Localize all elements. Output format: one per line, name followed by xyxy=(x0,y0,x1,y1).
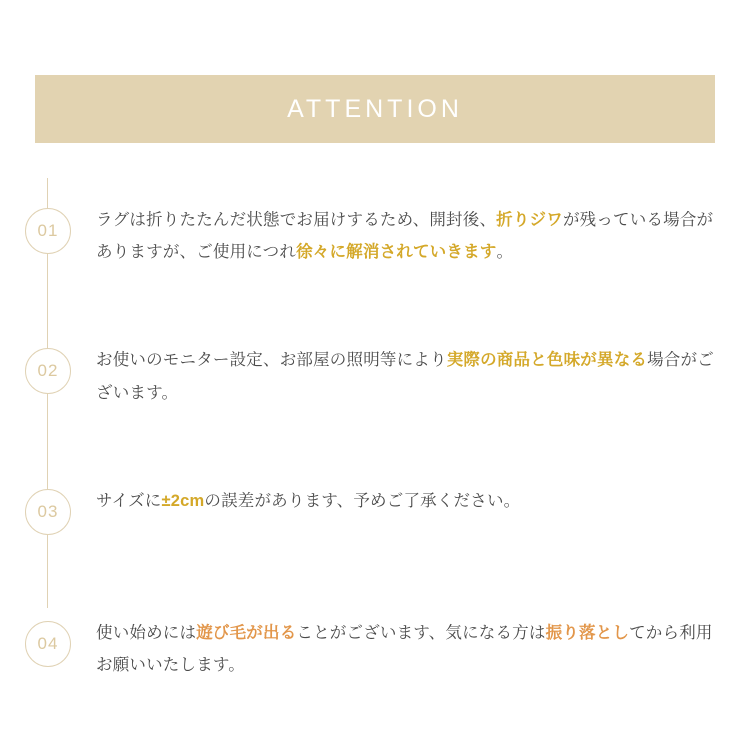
item-text xyxy=(96,330,750,408)
list-item xyxy=(0,190,750,268)
text-segment: ラグは折りたたんだ状態でお届けするため、開封後、 xyxy=(96,211,497,229)
item-number-marker xyxy=(0,471,96,535)
highlight-segment: 実際の商品と色味が異なる xyxy=(446,351,648,370)
text-segment: てから利用お願いいたします。 xyxy=(96,623,713,674)
highlight-segment: 徐々に解消されていきます xyxy=(296,243,497,262)
attention-header-banner xyxy=(35,75,715,143)
highlight-segment: ±2cm xyxy=(161,491,205,510)
item-text xyxy=(96,190,750,268)
text-segment: 使い始めには xyxy=(96,623,197,642)
list-item xyxy=(0,471,750,541)
page-title: ATTENTION xyxy=(287,94,463,123)
highlight-segment: 折りジワ xyxy=(496,211,563,229)
text-segment: お使いのモニター設定、お部屋の照明等により xyxy=(96,351,447,370)
text-segment: 。 xyxy=(496,243,514,262)
text-segment: サイズに xyxy=(96,491,162,510)
item-number-badge: 01 xyxy=(25,208,71,254)
highlight-segment: 遊び毛が出る xyxy=(196,623,297,642)
attention-item-list xyxy=(0,190,750,681)
item-number-badge: 02 xyxy=(25,348,71,394)
item-text xyxy=(96,471,750,517)
text-segment: の誤差があります、予めご了承ください。 xyxy=(204,491,521,510)
item-number-badge: 04 xyxy=(25,621,71,667)
text-segment: ことがございます、気になる方は xyxy=(296,623,546,642)
list-item xyxy=(0,330,750,408)
item-number-badge: 03 xyxy=(25,489,71,535)
item-text xyxy=(96,603,750,681)
list-item xyxy=(0,603,750,681)
item-number-marker xyxy=(0,190,96,254)
item-number-marker xyxy=(0,603,96,667)
item-number-marker xyxy=(0,330,96,394)
text-segment: 場合がございます。 xyxy=(96,351,714,402)
highlight-segment: 振り落とし xyxy=(545,623,630,642)
text-segment: が残っている場合がありますが、ご使用につれ xyxy=(96,211,714,262)
